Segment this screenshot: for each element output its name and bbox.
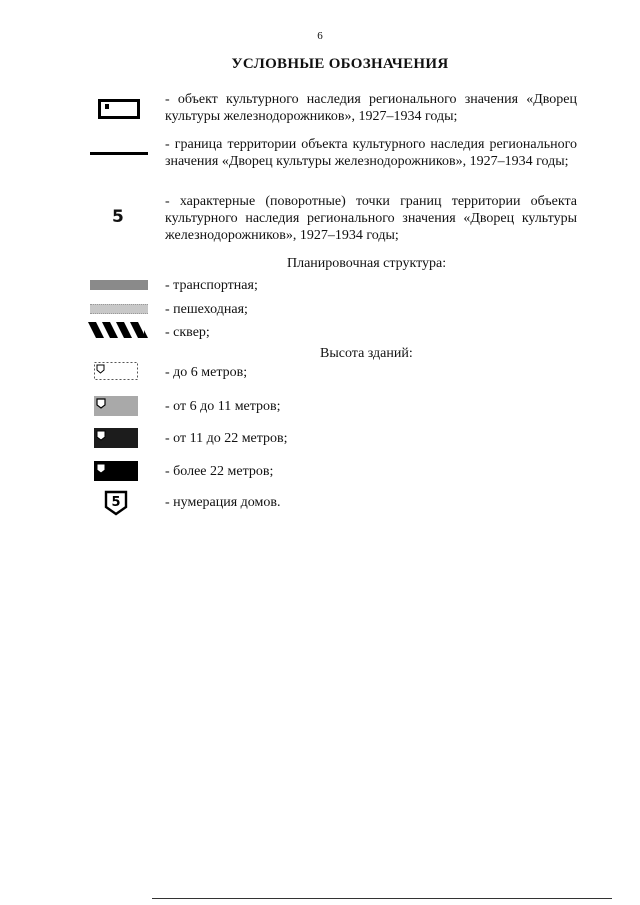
- legend-height-11-to-22: - от 11 до 22 метров;: [165, 431, 288, 446]
- height-up-to-6-swatch: [94, 362, 138, 380]
- heritage-object-symbol: [98, 99, 140, 119]
- height-over-22-swatch: [94, 461, 138, 481]
- page-title: УСЛОВНЫЕ ОБОЗНАЧЕНИЯ: [231, 56, 449, 72]
- territory-boundary-symbol: [90, 152, 148, 155]
- legend-height-up-to-6: - до 6 метров;: [165, 365, 248, 380]
- legend-height-6-to-11: - от 6 до 11 метров;: [165, 399, 281, 414]
- height-6-to-11-swatch: [94, 396, 138, 416]
- legend-heritage-object: - объект культурного наследия регионального значения «Дворец культуры железнодорожников», 1927–1934 годы;: [165, 92, 577, 124]
- house-number-symbol-digit: 5: [111, 495, 121, 510]
- pedestrian-swatch: [90, 304, 148, 314]
- building-heights-heading: Высота зданий:: [320, 346, 413, 361]
- transport-swatch: [90, 280, 148, 290]
- legend-pedestrian: - пешеходная;: [165, 302, 248, 317]
- legend-house-numbering: - нумерация домов.: [165, 495, 281, 510]
- house-number-symbol: [104, 490, 128, 516]
- legend-turning-points: - характерные (поворотные) точки границ территории объекта культурного наследия регионального значения «Дворец культуры железнодорожников», 1927–1934 годы;: [165, 194, 577, 243]
- page-number: 6: [317, 30, 323, 42]
- legend-square: - сквер;: [165, 325, 210, 340]
- legend-height-over-22: - более 22 метров;: [165, 464, 274, 479]
- turning-point-symbol: 5: [112, 207, 124, 227]
- footer-rule: [152, 898, 612, 899]
- legend-territory-boundary: - граница территории объекта культурного наследия регионального значения «Дворец культуры железнодорожников», 1927–1934 годы;: [165, 137, 577, 169]
- legend-transport: - транспортная;: [165, 278, 258, 293]
- planning-structure-heading: Планировочная структура:: [287, 256, 447, 271]
- square-swatch: [88, 322, 150, 338]
- height-11-to-22-swatch: [94, 428, 138, 448]
